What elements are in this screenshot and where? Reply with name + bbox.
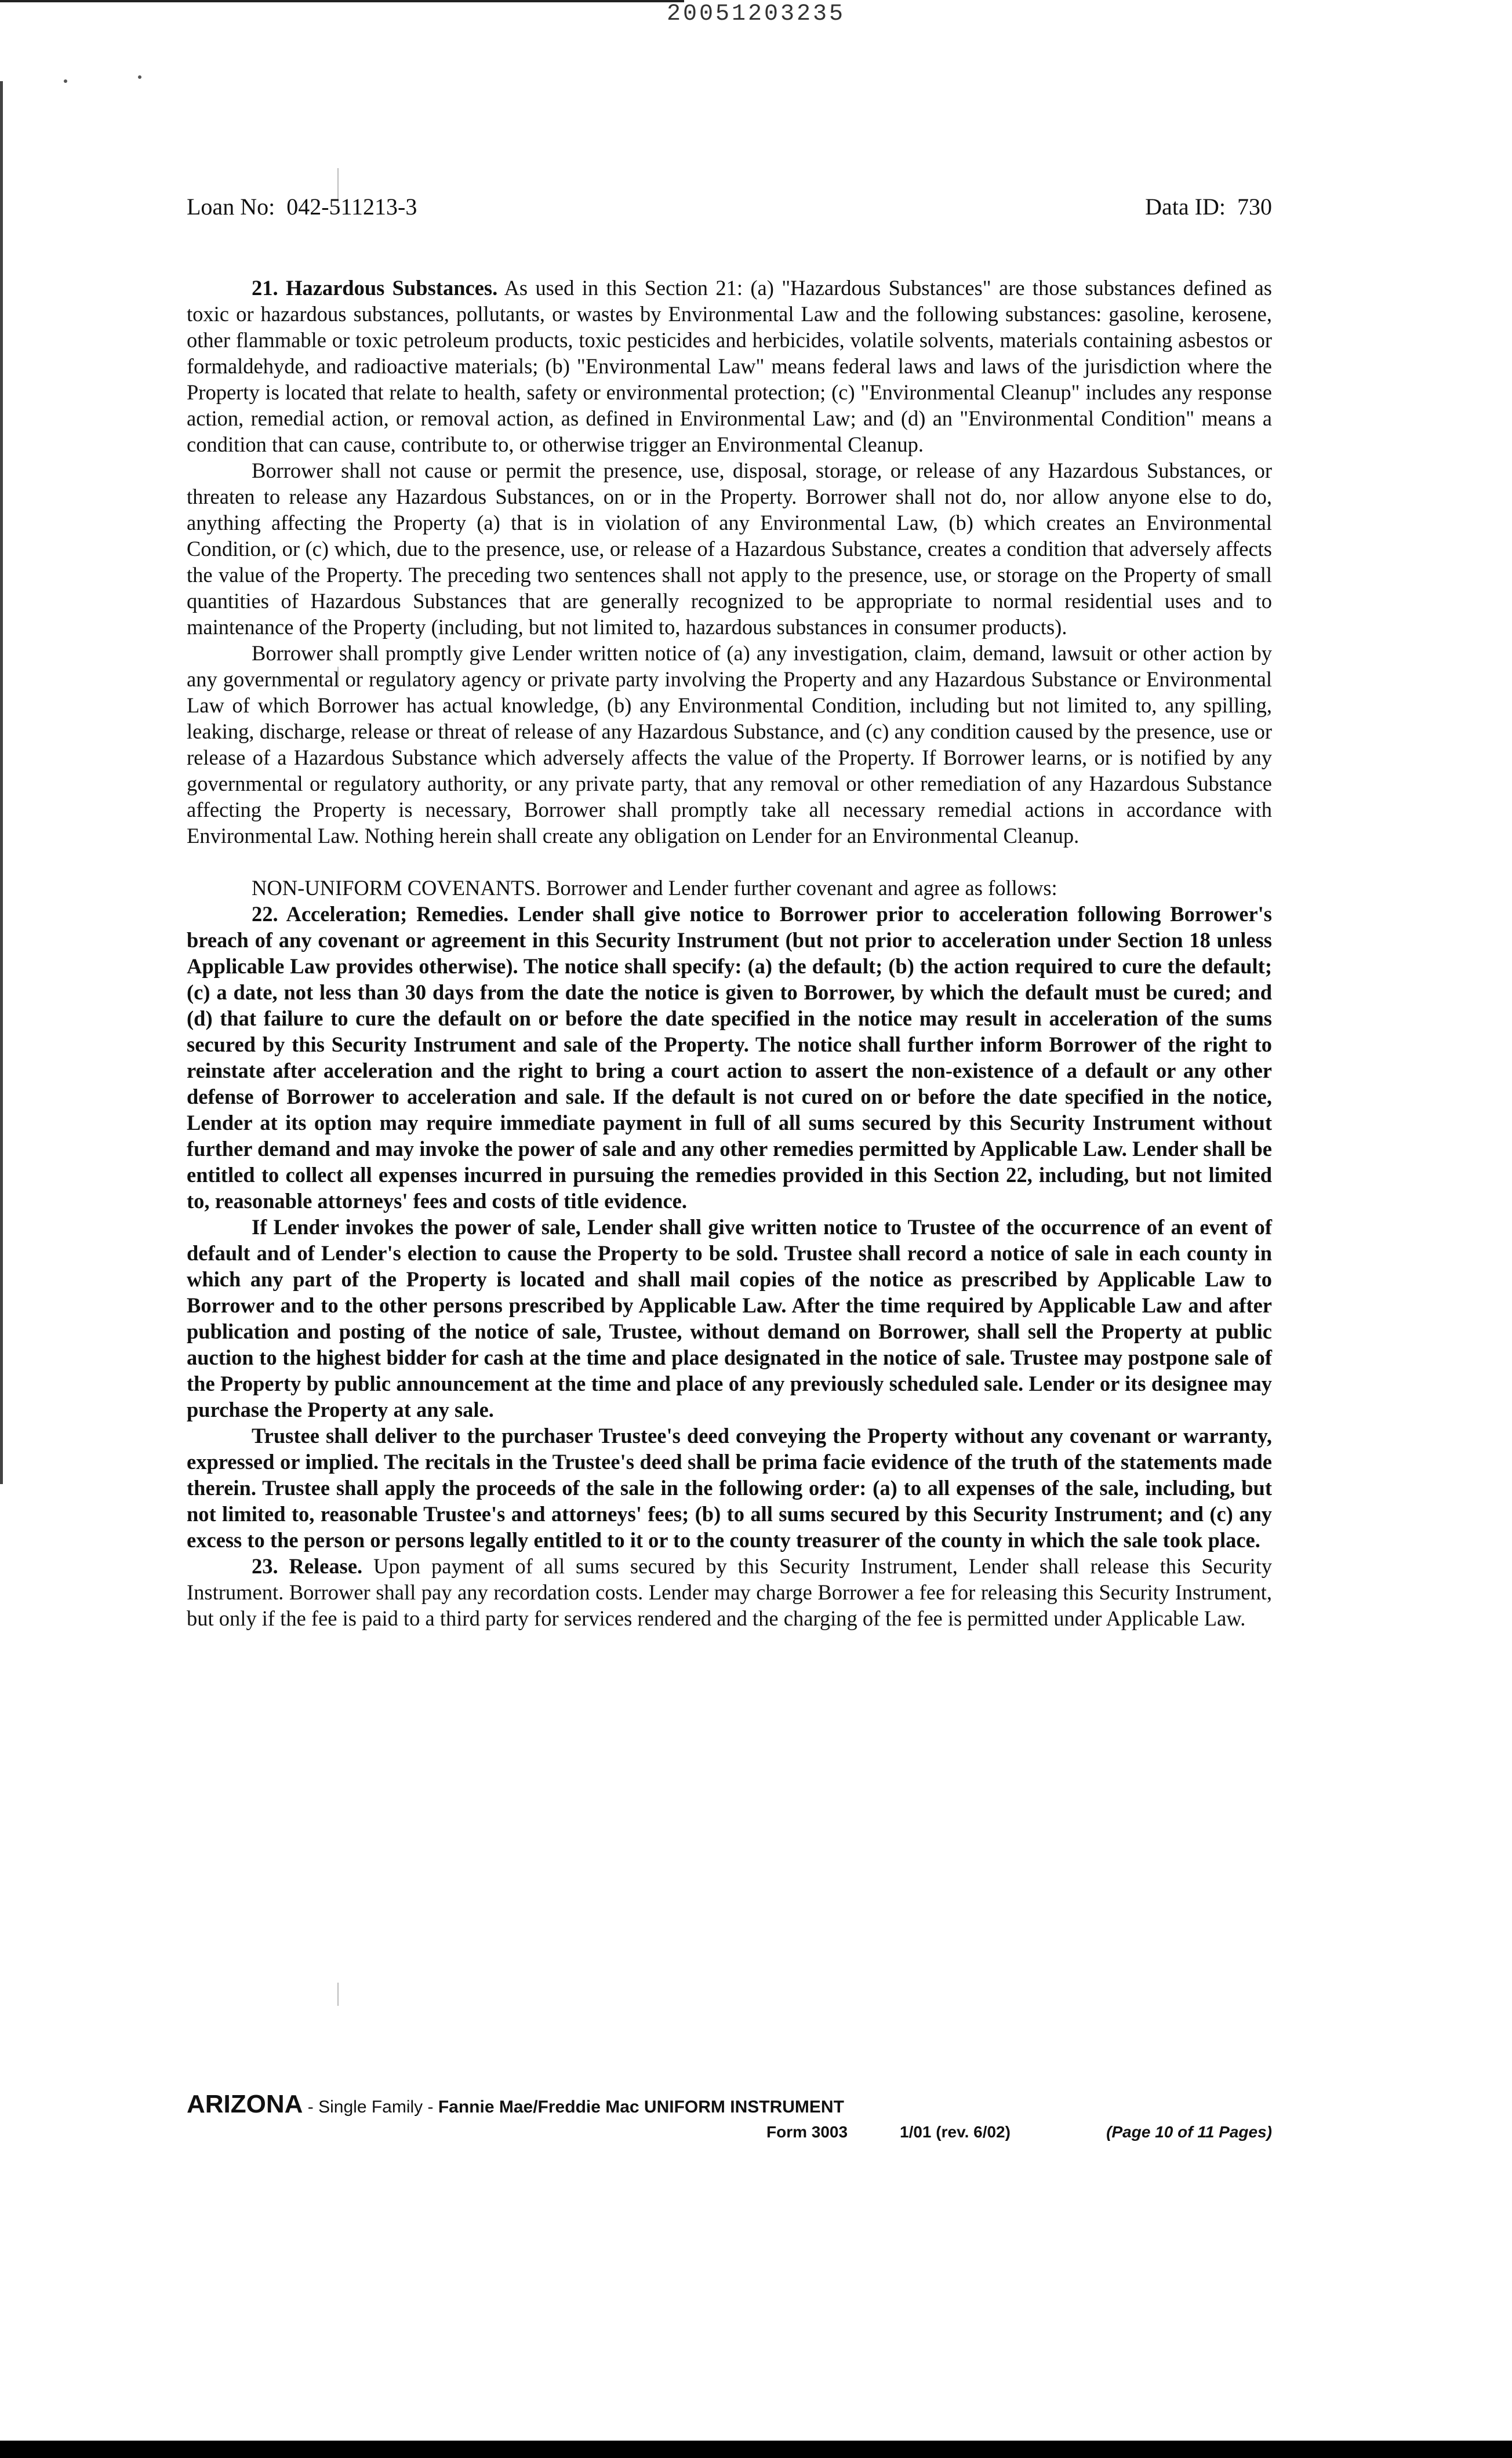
loan-number: Loan No: 042-511213-3: [187, 194, 417, 220]
scan-speck: [138, 75, 141, 79]
section-21-paragraph-2: Borrower shall not cause or permit the presence, use, disposal, storage, or release of any Hazardous Substances, or threaten to release any Hazardous Substances, on or in the Property. Borrower shall not do, nor allow anyone else to do, anything affecting the Property (a) that is in violation of any Environmental Law, (b) which creates an Environmental Condition, or (c) which, due to the presence, use, or release of a Hazardous Substance, creates a condition that adversely affects the value of the Property. The preceding two sentences shall not apply to the presence, use, or storage on the Property of small quantities of Hazardous Substances that are generally recognized to be appropriate to normal residential uses and to maintenance of the Property (including, but not limited to, hazardous substances in consumer products).: [187, 459, 1272, 639]
section-22-title: Acceleration; Remedies.: [286, 902, 509, 926]
data-id: Data ID: 730: [1145, 194, 1272, 220]
section-22-number: 22.: [252, 902, 278, 926]
footer-form-number: Form 3003: [766, 2123, 848, 2141]
document-body: [187, 275, 1272, 1631]
section-21-number: 21.: [252, 276, 278, 300]
section-22-paragraph-1: [187, 901, 1272, 1214]
recording-number: 20051203235: [666, 1, 846, 27]
scan-border-bottom: [0, 2441, 1512, 2458]
footer-separator: -: [303, 2097, 319, 2117]
scan-speck: [64, 79, 67, 83]
footer-family: Single Family: [318, 2097, 423, 2117]
footer-form-revision: 1/01 (rev. 6/02): [900, 2123, 1011, 2141]
section-21-paragraph-1: [187, 275, 1272, 457]
footer-separator: -: [423, 2097, 438, 2117]
footer-page-number: (Page 10 of 11 Pages): [1106, 2123, 1272, 2141]
section-23-paragraph-1: [187, 1553, 1272, 1631]
section-23-text: Upon payment of all sums secured by this Security Instrument, Lender shall release this Security Instrument. Borrower shall pay any recordation costs. Lender may charge Borrower a fee for releasing this Security Instrument, but only if the fee is paid to a third party for services rendered and the charging of the fee is permitted under Applicable Law.: [187, 1554, 1273, 1630]
section-22-text: Lender shall give notice to Borrower prior to acceleration following Borrower's breach of any covenant or agreement in this Security Instrument (but not prior to acceleration under Section 18 unless Applicable Law provides otherwise). The notice shall specify: (a) the default; (b) the action required to cure the default; (c) a date, not less than 30 days from the date the notice is given to Borrower, by which the default must be cured; and (d) that failure to cure the default on or before the date specified in the notice may result in acceleration of the sums secured by this Security Instrument and sale of the Property. The notice shall further inform Borrower of the right to reinstate after acceleration and the right to bring a court action to assert the non-existence of a default or any other defense of Borrower to acceleration and sale. If the default is not cured on or before the date specified in the notice, Lender at its option may require immediate payment in full of all sums secured by this Security Instrument without further demand and may invoke the power of sale and any other remedies permitted by Applicable Law. Lender shall be entitled to collect all expenses incurred in pursuing the remedies provided in this Section 22, including, but not limited to, reasonable attorneys' fees and costs of title evidence.: [187, 902, 1272, 1213]
non-uniform-covenants: NON-UNIFORM COVENANTS. Borrower and Lender further covenant and agree as follows:: [252, 876, 1057, 900]
section-21-text: As used in this Section 21: (a) "Hazardous Substances" are those substances defined as toxic or hazardous substances, pollutants, or wastes by Environmental Law and the following substances: gasoline, kerosene, other flammable or toxic petroleum products, toxic pesticides and herbicides, volatile solvents, materials containing asbestos or formaldehyde, and radioactive materials; (b) "Environmental Law" means federal laws and laws of the jurisdiction where the Property is located that relate to health, safety or environmental protection; (c) "Environmental Cleanup" includes any response action, remedial action, or removal action, as defined in Environmental Law; and (d) an "Environmental Condition" means a condition that can cause, contribute to, or otherwise trigger an Environmental Cleanup.: [187, 276, 1272, 456]
scan-fold-mark: [337, 1983, 339, 2006]
section-22-paragraph-3: Trustee shall deliver to the purchaser Trustee's deed conveying the Property without any covenant or warranty, expressed or implied. The recitals in the Trustee's deed shall be prima facie evidence of the truth of the statements made therein. Trustee shall apply the proceeds of the sale in the following order: (a) to all expenses of the sale, including, but not limited to, reasonable Trustee's and attorneys' fees; (b) to all sums secured by this Security Instrument; and (c) any excess to the person or persons legally entitled to it or to the county treasurer of the county in which the sale took place.: [187, 1424, 1272, 1552]
section-22-paragraph-2: If Lender invokes the power of sale, Lender shall give written notice to Trustee of the occurrence of an event of default and of Lender's election to cause the Property to be sold. Trustee shall record a notice of sale in each county in which any part of the Property is located and shall mail copies of the notice as prescribed by Applicable Law to Borrower and to the other persons prescribed by Applicable Law. After the time required by Applicable Law and after publication and posting of the notice of sale, Trustee, without demand on Borrower, shall sell the Property at public auction to the highest bidder for cash at the time and place designated in the notice of sale. Trustee may postpone sale of the Property by public announcement at the time and place of any previously scheduled sale. Lender or its designee may purchase the Property at any sale.: [187, 1215, 1272, 1421]
section-21-paragraph-3: Borrower shall promptly give Lender written notice of (a) any investigation, claim, demand, lawsuit or other action by any governmental or regulatory agency or private party involving the Property and any Hazardous Substance or Environmental Law of which Borrower has actual knowledge, (b) any Environmental Condition, including but not limited to, any spilling, leaking, discharge, release or threat of release of any Hazardous Substance, and (c) any condition caused by the presence, use or release of a Hazardous Substance which adversely affects the value of the Property. If Borrower learns, or is notified by any governmental or regulatory authority, or any private party, that any removal or other remediation of any Hazardous Substance affecting the Property is necessary, Borrower shall promptly take all necessary remedial actions in accordance with Environmental Law. Nothing herein shall create any obligation on Lender for an Environmental Cleanup.: [187, 641, 1272, 848]
form-footer-title: [187, 2090, 844, 2119]
section-23-number: 23.: [252, 1554, 278, 1578]
section-21-title: Hazardous Substances.: [285, 276, 498, 300]
footer-state: ARIZONA: [187, 2090, 303, 2118]
section-23-title: Release.: [289, 1554, 363, 1578]
footer-instrument: Fannie Mae/Freddie Mac UNIFORM INSTRUMENT: [438, 2097, 844, 2117]
scan-border-left: [0, 81, 3, 1484]
